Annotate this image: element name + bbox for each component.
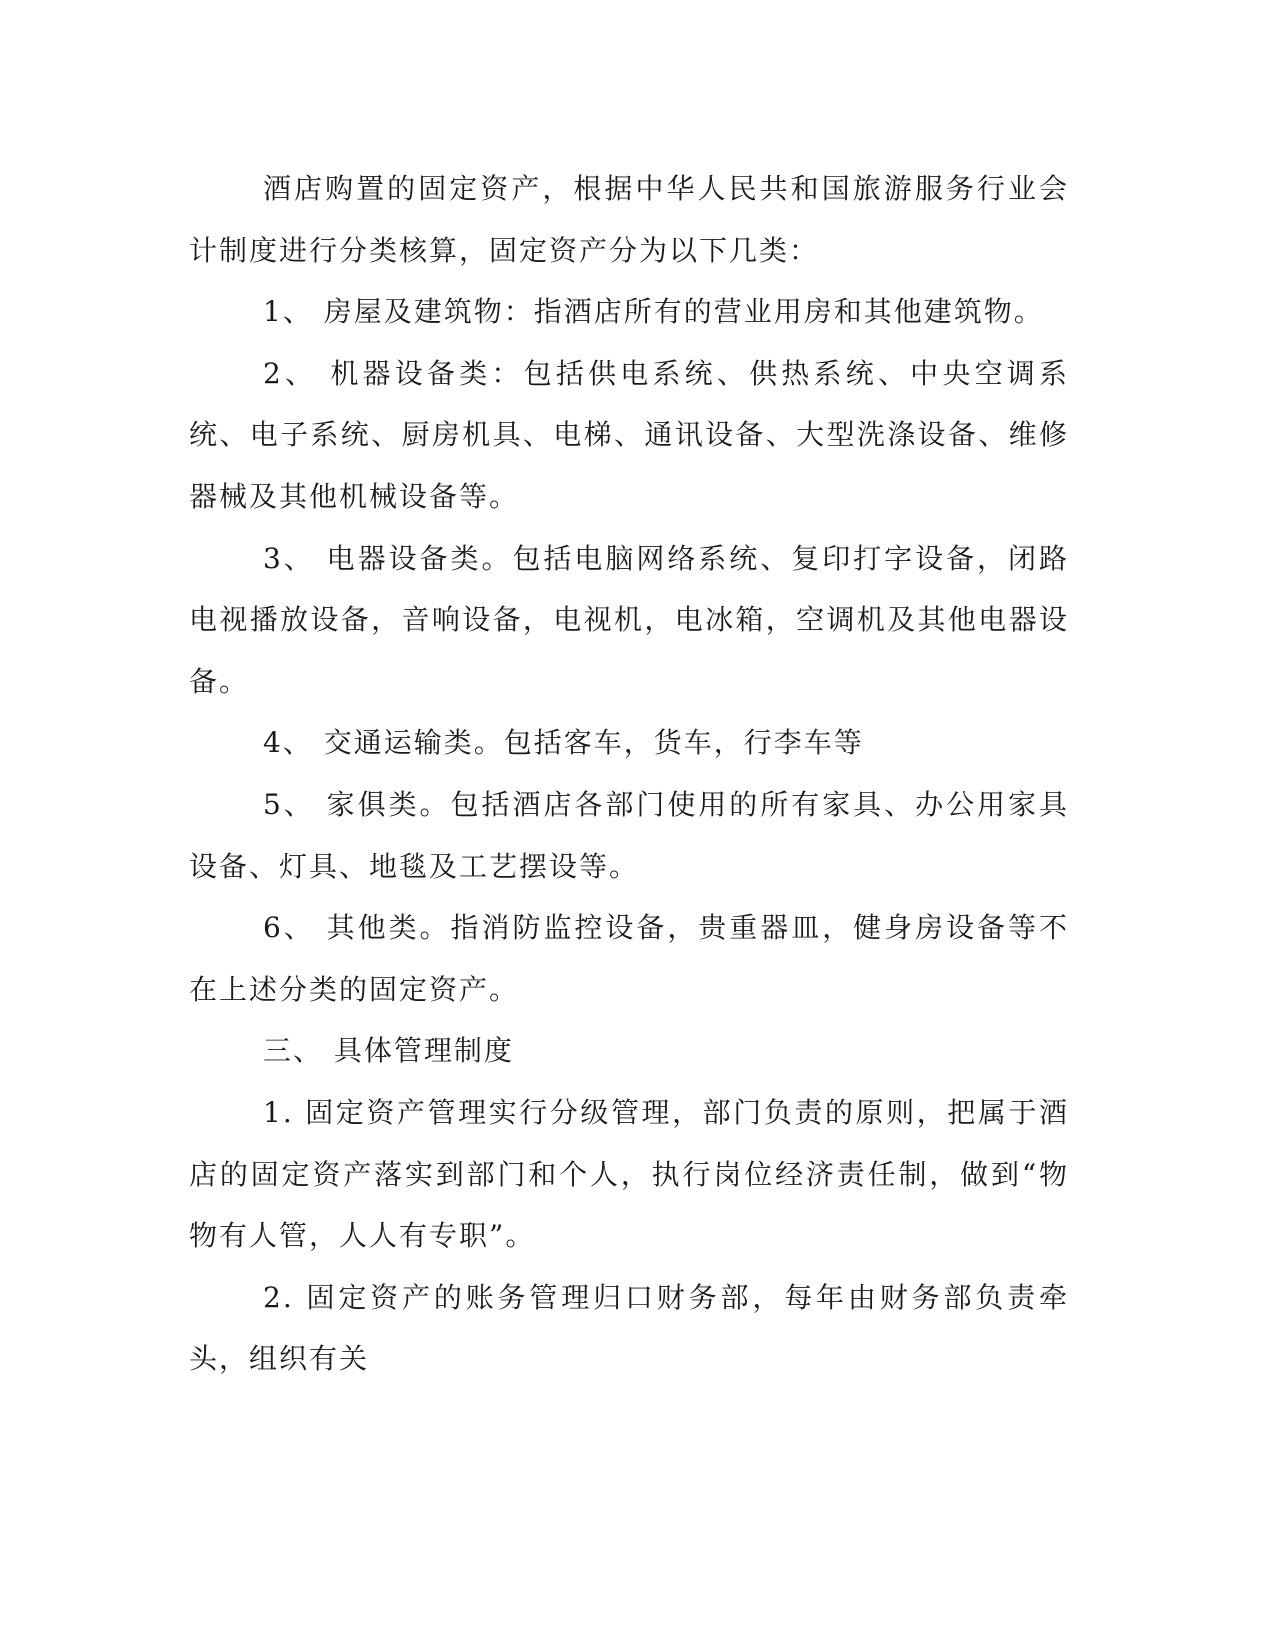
paragraph-intro: 酒店购置的固定资产，根据中华人民共和国旅游服务行业会计制度进行分类核算，固定资产分为以下几类：	[189, 172, 1069, 267]
paragraph-item-2: 2、 机器设备类：包括供电系统、供热系统、中央空调系统、电子系统、厨房机具、电梯、通讯设备、大型洗涤设备、维修器械及其他机械设备等。	[189, 356, 1069, 513]
paragraph-rule-2: 2. 固定资产的账务管理归口财务部，每年由财务部负责牵头，组织有关	[189, 1280, 1069, 1376]
paragraph-item-6: 6、 其他类。指消防监控设备，贵重器皿，健身房设备等不在上述分类的固定资产。	[189, 911, 1069, 1006]
document-body	[189, 158, 1069, 1390]
paragraph-rule-1: 1. 固定资产管理实行分级管理，部门负责的原则，把属于酒店的固定资产落实到部门和个人，执行岗位经济责任制，做到“物物有人管，人人有专职”。	[189, 1095, 1069, 1253]
section-heading: 三、 具体管理制度	[263, 1034, 514, 1068]
paragraph-item-5: 5、 家俱类。包括酒店各部门使用的所有家具、办公用家具设备、灯具、地毯及工艺摆设等。	[189, 787, 1069, 883]
paragraph-item-1: 1、 房屋及建筑物：指酒店所有的营业用房和其他建筑物。	[263, 295, 1044, 329]
paragraph-item-4: 4、 交通运输类。包括客车，货车，行李车等	[263, 726, 864, 760]
paragraph-item-3: 3、 电器设备类。包括电脑网络系统、复印打字设备，闭路电视播放设备，音响设备，电视机，电冰箱，空调机及其他电器设备。	[189, 541, 1069, 698]
